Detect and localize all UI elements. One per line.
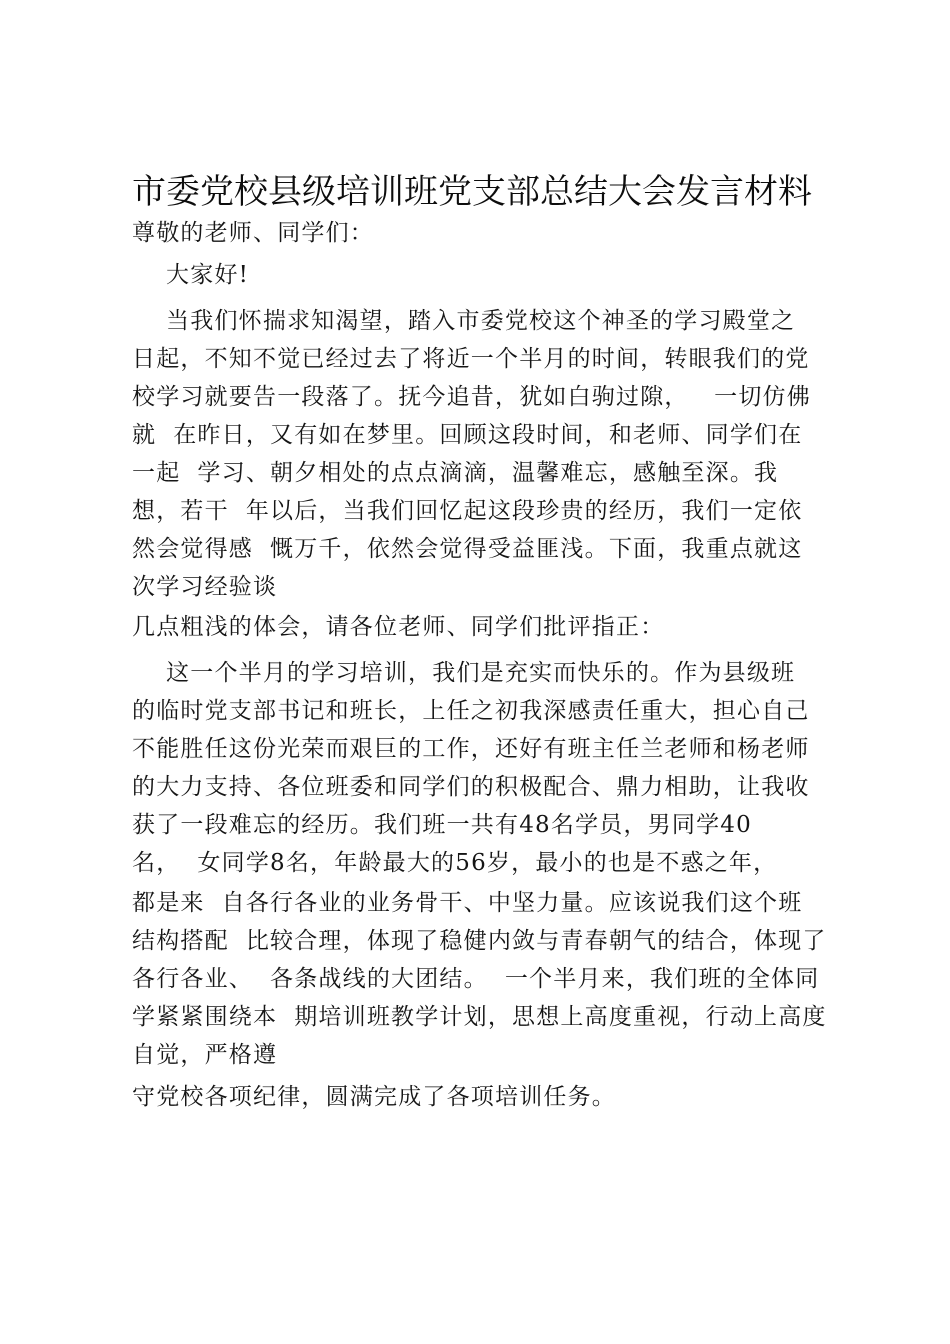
salutation-line: 尊敬的老师、同学们： (132, 220, 374, 246)
body-line: 想，若干 年以后，当我们回忆起这段珍贵的经历，我们一定依 (132, 498, 803, 524)
body-line: 结构搭配 比较合理，体现了稳健内敛与青春朝气的结合，体现了 (132, 928, 827, 954)
body-line: 就 在昨日，又有如在梦里。回顾这段时间，和老师、同学们在 (132, 422, 803, 448)
body-line: 的临时党支部书记和班长，上任之初我深感责任重大，担心自己 (132, 698, 810, 724)
body-line: 日起，不知不觉已经过去了将近一个半月的时间，转眼我们的党 (132, 346, 810, 372)
body-line: 当我们怀揣求知渴望，踏入市委党校这个神圣的学习殿堂之 (132, 308, 796, 334)
greeting-line: 大家好! (132, 262, 250, 288)
body-line: 一起 学习、朝夕相处的点点滴滴，温馨难忘，感触至深。我 (132, 460, 779, 486)
body-line: 自觉，严格遵 (132, 1042, 278, 1068)
body-line: 名， 女同学8名，年龄最大的56岁，最小的也是不惑之年， (132, 850, 778, 876)
body-line: 这一个半月的学习培训，我们是充实而快乐的。作为县级班 (132, 660, 796, 686)
body-line: 各行各业、 各条战线的大团结。 一个半月来，我们班的全体同 (132, 966, 820, 992)
body-line: 学紧紧围绕本 期培训班教学计划，思想上高度重视，行动上高度 (132, 1004, 827, 1030)
body-line: 不能胜任这份光荣而艰巨的工作，还好有班主任兰老师和杨老师 (132, 736, 810, 762)
body-line: 都是来 自各行各业的业务骨干、中坚力量。应该说我们这个班 (132, 890, 803, 916)
body-line: 然会觉得感 慨万千，依然会觉得受益匪浅。下面，我重点就这 (132, 536, 803, 562)
body-line: 几点粗浅的体会，请各位老师、同学们批评指正： (132, 614, 665, 640)
body-line: 的大力支持、各位班委和同学们的积极配合、鼎力相助，让我收 (132, 774, 810, 800)
body-line: 校学习就要告一段落了。抚今追昔，犹如白驹过隙， 一切仿佛 (132, 384, 811, 410)
document-title: 市委党校县级培训班党支部总结大会发言材料 (132, 172, 812, 212)
body-line: 次学习经验谈 (132, 574, 278, 600)
body-line: 获了一段难忘的经历。我们班一共有48名学员，男同学40 (132, 812, 752, 838)
body-line: 守党校各项纪律，圆满完成了各项培训任务。 (132, 1084, 616, 1110)
